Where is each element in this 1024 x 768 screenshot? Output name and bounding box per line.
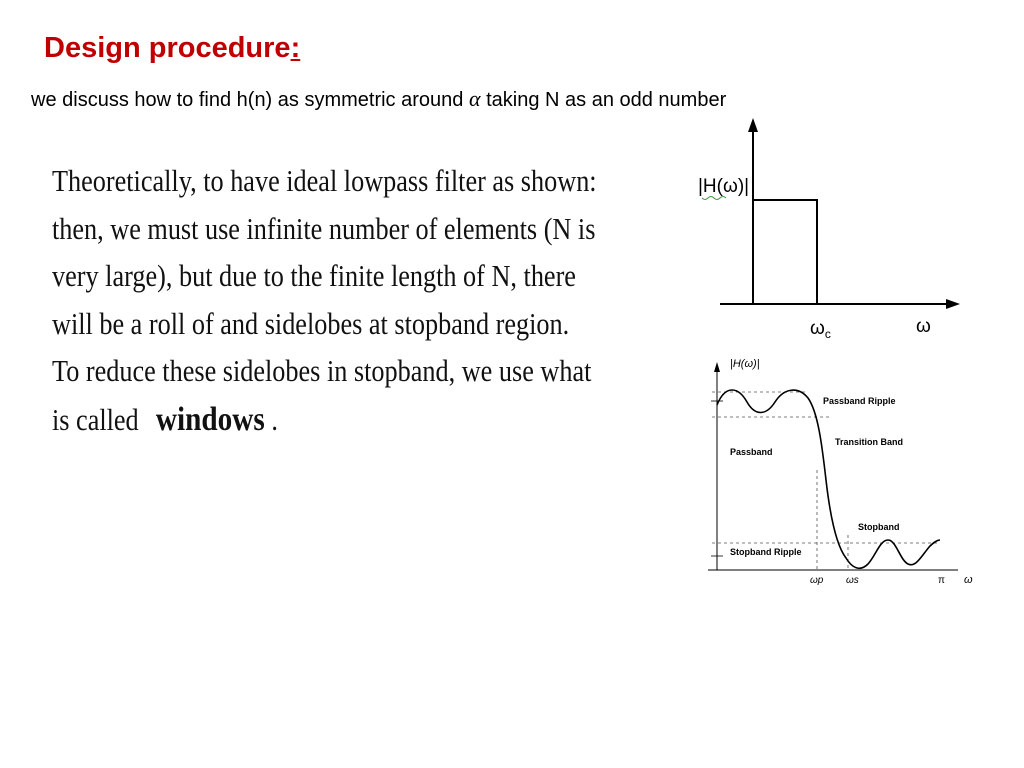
ideal-y-arrowhead	[748, 118, 758, 132]
subtitle-before: we discuss how to find h(n) as symmetric around	[31, 89, 464, 111]
ideal-filter-diagram	[690, 112, 970, 344]
body-last-prefix: is called	[52, 402, 139, 437]
ideal-cutoff-label	[810, 318, 831, 341]
ideal-cutoff-sub: c	[824, 327, 831, 341]
passband-ripple-label: Passband Ripple	[823, 396, 896, 406]
pi-label: π	[938, 575, 945, 586]
body-line: then, we must use infinite number of elements (N is	[52, 211, 596, 246]
ideal-x-label: ω	[916, 316, 931, 337]
passband-label: Passband	[730, 447, 773, 457]
real-filter-diagram	[700, 350, 982, 595]
body-line: very large), but due to the finite length of N, there	[52, 259, 576, 293]
body-line: will be a roll of and sidelobes at stopband region.	[52, 306, 570, 341]
transition-band-label: Transition Band	[835, 437, 904, 447]
real-y-label: |H(ω)|	[730, 358, 760, 370]
ideal-cutoff-omega: ω	[810, 318, 825, 339]
wp-label: ωp	[810, 575, 824, 586]
alpha-symbol: α	[468, 86, 481, 111]
stopband-label: Stopband	[858, 522, 900, 532]
ideal-response	[753, 200, 817, 304]
slide-title-text: Design procedure	[44, 32, 291, 64]
real-y-arrowhead	[714, 362, 720, 372]
ideal-x-arrowhead	[946, 299, 960, 309]
body-line-last	[52, 396, 568, 445]
body-line: To reduce these sidelobes in stopband, we use what	[52, 354, 592, 388]
ws-label: ωs	[846, 575, 859, 586]
ideal-y-label: |H(ω)|	[698, 176, 750, 197]
body-paragraph	[52, 158, 597, 444]
body-line: Theoretically, to have ideal lowpass filter as shown:	[52, 164, 597, 198]
stopband-ripple-label: Stopband Ripple	[730, 547, 802, 557]
real-x-label: ω	[964, 574, 973, 586]
subtitle-after: taking N as an odd number	[486, 89, 727, 111]
slide-title-colon: :	[290, 32, 301, 64]
windows-keyword: windows	[155, 400, 265, 438]
body-last-suffix: .	[271, 402, 278, 437]
slide-subtitle	[31, 86, 726, 112]
slide-title	[44, 32, 300, 65]
